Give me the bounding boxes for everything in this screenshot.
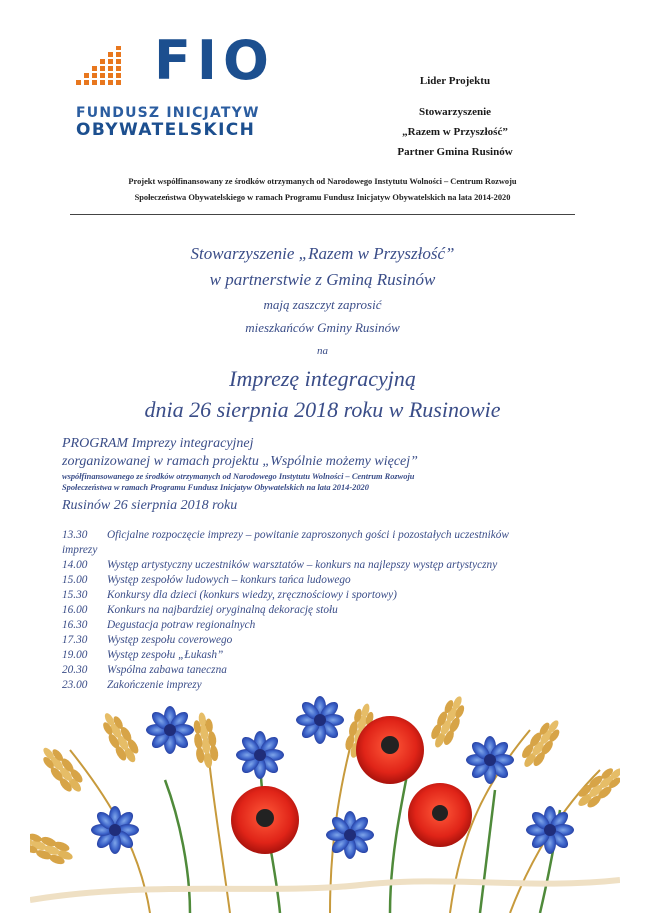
schedule-desc: Konkursy dla dzieci (konkurs wiedzy, zręcznościowy i sportowy) (107, 589, 397, 601)
schedule-time: 20.30 (62, 664, 88, 676)
schedule-row (62, 633, 582, 648)
schedule-time: 17.30 (62, 634, 88, 646)
co-funding-line-1: Projekt współfinansowany ze środków otrzymanych od Narodowego Instytutu Wolności – Centrum Rozwoju (128, 177, 517, 186)
invitation-line-1: Stowarzyszenie „Razem w Przyszłość” (190, 244, 455, 263)
schedule-time: 15.30 (62, 589, 88, 601)
schedule-row (62, 648, 582, 663)
header-divider (70, 214, 575, 215)
schedule-desc: Wspólna zabawa taneczna (107, 664, 227, 676)
fio-logo-icon (76, 46, 130, 88)
schedule-row (62, 603, 582, 618)
program-place-date: Rusinów 26 sierpnia 2018 roku (62, 498, 238, 513)
schedule-desc: Konkurs na najbardziej oryginalną dekorację stołu (107, 604, 338, 616)
flowers-illustration-icon (30, 690, 620, 913)
schedule-desc-continued: imprezy (62, 544, 98, 556)
logo-line-1: FUNDUSZ INICJATYW (76, 105, 260, 121)
schedule-desc: Występ zespołu „Łukash” (107, 649, 224, 661)
program-heading-1: PROGRAM Imprezy integracyjnej (62, 436, 254, 451)
schedule-time: 14.00 (62, 559, 88, 571)
leader-label: Lider Projektu (419, 75, 491, 87)
schedule-desc: Występ zespołu coverowego (107, 634, 233, 646)
schedule-time: 19.00 (62, 649, 88, 661)
event-title: Imprezę integracyjną (229, 366, 416, 391)
schedule-time: 16.30 (62, 619, 88, 631)
schedule-row (62, 573, 582, 588)
event-date: dnia 26 sierpnia 2018 roku w Rusinowie (144, 397, 501, 422)
schedule-row (62, 528, 582, 558)
schedule-desc: Zakończenie imprezy (107, 679, 202, 691)
schedule-desc: Występ artystyczny uczestników warsztatów – konkurs na najlepszy występ artystyczny (107, 559, 498, 571)
schedule-row (62, 663, 582, 678)
schedule-time: 23.00 (62, 679, 88, 691)
schedule-desc: Oficjalne rozpoczęcie imprezy – powitanie zaproszonych gości i pozostałych uczestników (107, 529, 509, 541)
schedule-row (62, 588, 582, 603)
program-heading-2: zorganizowanej w ramach projektu „Wspólnie możemy więcej” (62, 454, 418, 469)
schedule-time: 16.00 (62, 604, 88, 616)
co-funding-line-2: Społeczeństwa Obywatelskiego w ramach Programu Fundusz Inicjatyw Obywatelskich na lata 2014-2020 (134, 193, 511, 202)
invitation-line-5: na (317, 345, 328, 357)
schedule-list (62, 528, 582, 693)
program-funding-1: współfinansowanego ze środków otrzymanych od Narodowego Instytutu Wolności – Centrum Rozwoju (62, 472, 415, 481)
schedule-row (62, 618, 582, 633)
invitation-line-2: w partnerstwie z Gminą Rusinów (209, 270, 436, 289)
partner-label: Partner Gmina Rusinów (397, 146, 513, 158)
org-line-1: Stowarzyszenie (418, 106, 492, 118)
program-funding-2: Społeczeństwa w ramach Programu Fundusz Inicjatyw Obywatelskich na lata 2014-2020 (62, 483, 369, 492)
org-line-2: „Razem w Przyszłość” (402, 126, 508, 138)
invitation-line-4: mieszkańców Gminy Rusinów (245, 320, 400, 335)
logo-line-2: OBYWATELSKICH (76, 120, 256, 140)
schedule-desc: Degustacja potraw regionalnych (107, 619, 256, 631)
logo-fio-text: FIO (154, 29, 275, 92)
schedule-time: 15.00 (62, 574, 88, 586)
schedule-time: 13.30 (62, 529, 88, 541)
invitation-line-3: mają zaszczyt zaprosić (263, 297, 382, 312)
schedule-row (62, 558, 582, 573)
fio-logo (72, 29, 282, 150)
schedule-desc: Występ zespołów ludowych – konkurs tańca ludowego (107, 574, 351, 586)
